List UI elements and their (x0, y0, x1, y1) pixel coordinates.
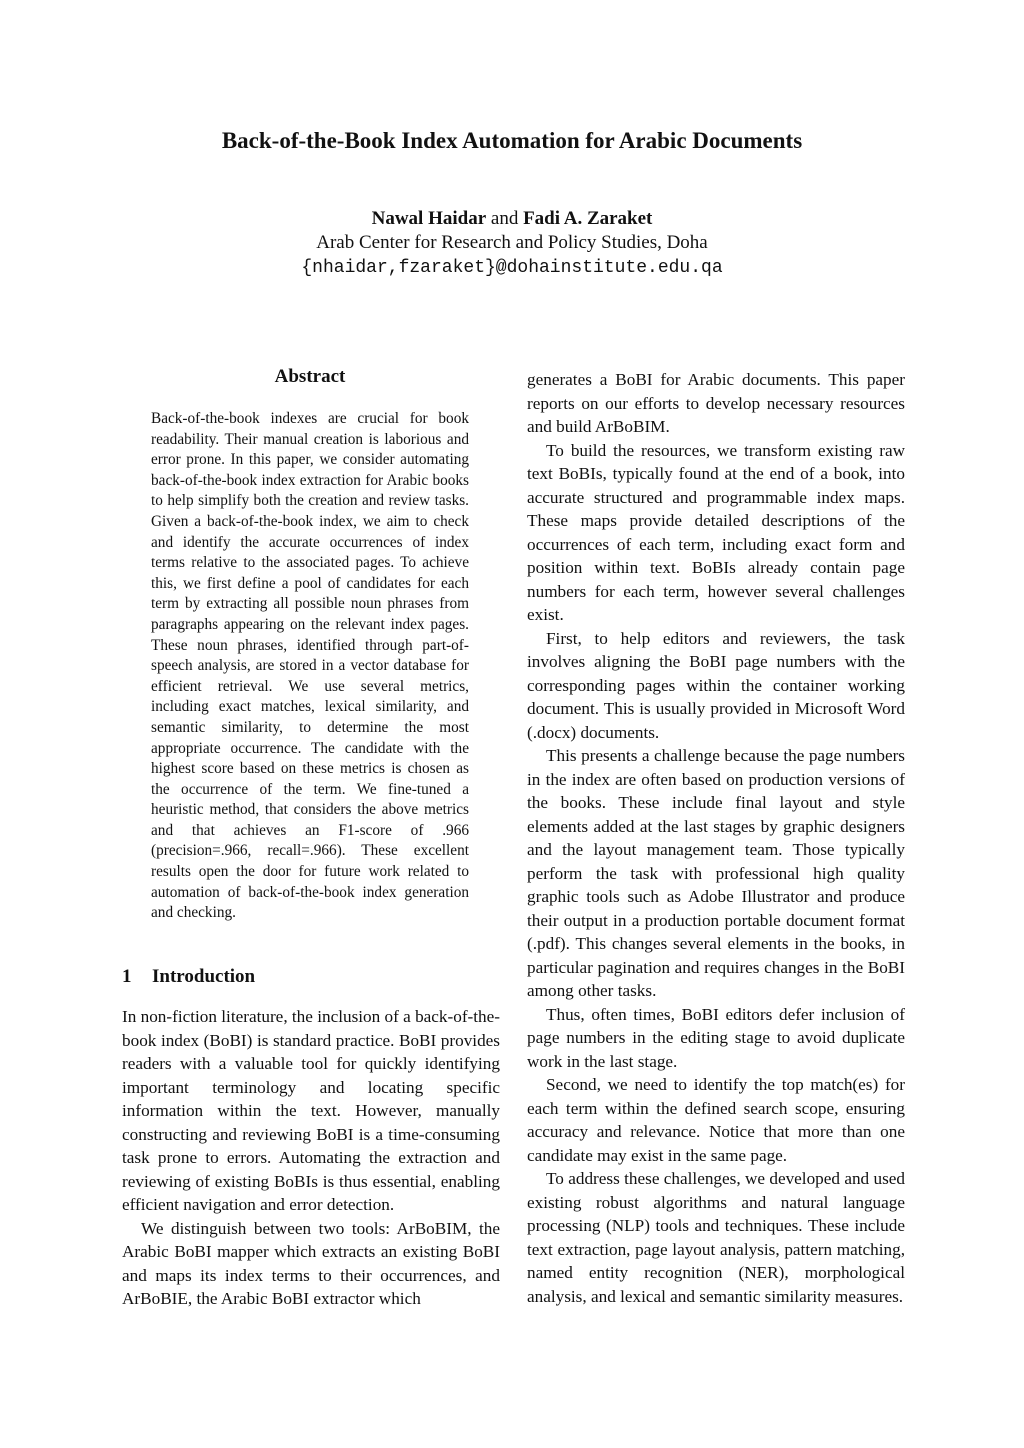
abstract-heading: Abstract (274, 366, 346, 387)
section-heading-introduction (122, 966, 255, 988)
paragraph: To build the resources, we transform existing raw text BoBIs, typically found at the end of a book, into accurate structured and programmable index maps. These maps provide detailed descriptions of the occurrences of each term, including exact form and position within text. BoBIs already contain page numbers for each term, however several challenges exist. (527, 440, 905, 624)
paragraph: To address these challenges, we developed and used existing robust algorithms and natural language processing (NLP) tools and techniques. These include text extraction, page layout analysis, pattern matching, named entity recognition (NER), morphological analysis, and lexical and semantic similarity measures. (527, 1169, 905, 1306)
paragraph: We distinguish between two tools: ArBoBIM, the Arabic BoBI mapper which extracts an existing BoBI and maps its index terms to their occurrences, and ArBoBIE, the Arabic BoBI extractor which (122, 1218, 500, 1308)
paragraph: In non-fiction literature, the inclusion of a back-of-the-book index (BoBI) is standard practice. BoBI provides readers with a valuable tool for quickly identifying important terminology and locating specific information within the text. However, manually constructing and reviewing BoBI is a time-consuming task prone to errors. Automating the extraction and reviewing of existing BoBIs is thus essential, enabling efficient navigation and error detection. (122, 1007, 500, 1214)
abstract-body: Back-of-the-book indexes are crucial for book readability. Their manual creation is laborious and error prone. In this paper, we consider automating back-of-the-book index extraction for Arabic books to help simplify both the creation and review tasks. Given a back-of-the-book index, we aim to check and identify the accurate occurrences of index terms relative to the associated pages. To achieve this, we first define a pool of candidates for each term by extracting all possible noun phrases from paragraphs appearing on the relevant index pages. These noun phrases, identified through part-of-speech analysis, are stored in a vector database for efficient retrieval. We use several metrics, including exact matches, lexical similarity, and semantic similarity, to determine the most appropriate occurrence. The candidate with the highest score based on these metrics is chosen as the occurrence of the term. We fine-tuned a heuristic method, that considers the above metrics and that achieves an F1-score of .966 (precision=.966, recall=.966). These excellent results open the door for future work related to automation of back-of-the-book index generation and checking. (151, 410, 469, 922)
section-number: 1 (122, 966, 132, 987)
paragraph: Second, we need to identify the top match(es) for each term within the defined search scope, ensuring accuracy and relevance. Notice that more than one candidate may exist in the same page. (527, 1075, 905, 1165)
left-column-body (122, 1005, 500, 1311)
author-name: Nawal Haidar (371, 208, 487, 229)
paragraph: This presents a challenge because the page numbers in the index are often based on production versions of the books. These include final layout and style elements added at the last stages by graphic designers and the layout management team. Those typically perform the task with professional high quality graphic tools such as Adobe Illustrator and produce their output in a production portable document format (.pdf). This changes several elements in the books, in particular pagination and requires changes in the BoBI among other tasks. (527, 746, 905, 1000)
author-email: {nhaidar,fzaraket}@dohainstitute.edu.qa (301, 258, 723, 278)
section-title: Introduction (152, 966, 256, 987)
author-affiliation: Arab Center for Research and Policy Studies, Doha (316, 232, 708, 253)
paragraph: Thus, often times, BoBI editors defer inclusion of page numbers in the editing stage to avoid duplicate work in the last stage. (527, 1004, 905, 1071)
paragraph: generates a BoBI for Arabic documents. This paper reports on our efforts to develop necessary resources and build ArBoBIM. (527, 370, 905, 436)
paper-title: Back-of-the-Book Index Automation for Arabic Documents (221, 128, 803, 153)
author-conjunction: and (490, 208, 519, 229)
right-column-body (527, 368, 905, 1308)
author-name: Fadi A. Zaraket (523, 208, 653, 229)
paragraph: First, to help editors and reviewers, the task involves aligning the BoBI page numbers with the corresponding pages within the container working document. This is usually provided in Microsoft Word (.docx) documents. (527, 628, 905, 742)
author-line (0, 207, 1024, 231)
